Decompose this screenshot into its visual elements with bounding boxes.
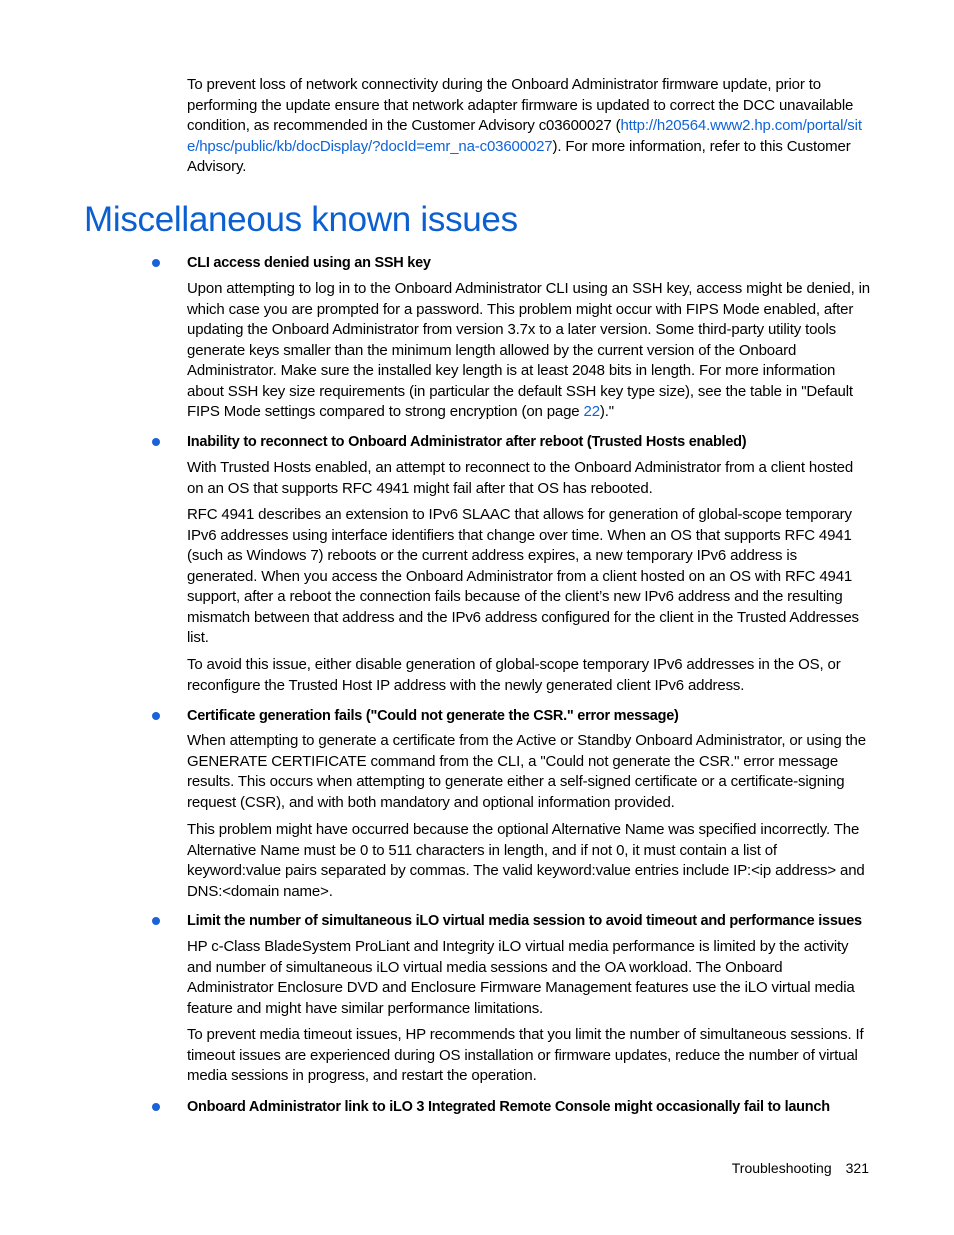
intro-text-end: ). For more information, refer to this Customer Advisory. bbox=[187, 137, 851, 175]
issue-paragraph: HP c-Class BladeSystem ProLiant and Integrity iLO virtual media performance is limited by the activity and number of simultaneous iLO virtual media sessions and the OA workload. The Onboard Administrator Enclosure DVD and Enclosure Firmware Management features use the iLO virtual media feature and might have similar performance limitations. bbox=[187, 938, 855, 1017]
issue-title: Onboard Administrator link to iLO 3 Integrated Remote Console might occasionally fail to launch bbox=[187, 1099, 830, 1115]
bullet-icon bbox=[152, 259, 160, 267]
customer-advisory-link[interactable]: http://h20564.www2.hp.com/portal/site/hpsc/public/kb/docDisplay/?docId=emr_na-c03600027 bbox=[187, 117, 862, 155]
issue-paragraph: When attempting to generate a certificate from the Active or Standby Onboard Administrator, or using the GENERATE CERTIFICATE command from the CLI, a "Could not generate the CSR." error message results. This occurs when attempting to generate either a self-signed certificate or a certificate-signing request (CSR), and with both mandatory and optional information provided. bbox=[187, 732, 866, 811]
bullet-icon bbox=[152, 438, 160, 446]
bullet-icon bbox=[152, 917, 160, 925]
issue-paragraph bbox=[187, 279, 871, 423]
issue-title: CLI access denied using an SSH key bbox=[187, 255, 431, 271]
section-heading: Miscellaneous known issues bbox=[84, 200, 518, 239]
bullet-icon bbox=[152, 712, 160, 720]
issue-title: Certificate generation fails ("Could not generate the CSR." error message) bbox=[187, 708, 679, 724]
issue-paragraph: RFC 4941 describes an extension to IPv6 SLAAC that allows for generation of global-scope temporary IPv6 addresses using interface identifiers that change over time. When an OS that supports RFC 4941 (such as Windows 7) reboots or the current address expires, a new temporary IPv6 address is generated. When you access the Onboard Administrator from a client hosted on an OS with RFC 4941 support, after a reboot the connection fails because of the client’s new IPv6 address and the resulting mismatch between that address and the IPv6 address configured for the client in the Trusted Addresses list. bbox=[187, 506, 859, 646]
issue-text-end: )." bbox=[599, 403, 614, 420]
issue-paragraph: With Trusted Hosts enabled, an attempt to reconnect to the Onboard Administrator from a client hosted on an OS that supports RFC 4941 might fail after that OS has rebooted. bbox=[187, 459, 854, 497]
footer-section: Troubleshooting bbox=[731, 1160, 832, 1176]
intro-text: To prevent loss of network connectivity during the Onboard Administrator firmware update, prior to performing the update ensure that network adapter firmware is updated to correct the DCC unavailable condition, as recommended in the Customer Advisory c03600027 ( bbox=[187, 76, 854, 134]
issue-title: Inability to reconnect to Onboard Administrator after reboot (Trusted Hosts enabled) bbox=[187, 434, 747, 450]
issue-paragraph: To avoid this issue, either disable generation of global-scope temporary IPv6 addresses in the OS, or reconfigure the Trusted Host IP address with the newly generated client IPv6 address. bbox=[187, 656, 841, 694]
intro-paragraph bbox=[187, 75, 871, 178]
issue-paragraph: This problem might have occurred because the optional Alternative Name was specified incorrectly. The Alternative Name must be 0 to 511 characters in length, and if not 0, it must contain a list of keyword:value pairs separated by commas. The valid keyword:value entries include IP:<ip address> and DNS:<domain name>. bbox=[187, 821, 865, 900]
issue-paragraph: To prevent media timeout issues, HP recommends that you limit the number of simultaneous sessions. If timeout issues are experienced during OS installation or firmware updates, reduce the number of virtual media sessions in progress, and restart the operation. bbox=[187, 1026, 864, 1084]
page-number: 321 bbox=[845, 1160, 869, 1176]
issue-title: Limit the number of simultaneous iLO virtual media session to avoid timeout and performance issues bbox=[187, 913, 862, 929]
issue-text: Upon attempting to log in to the Onboard Administrator CLI using an SSH key, access might be denied, in which case you are prompted for a password. This problem might occur with FIPS Mode enabled, after updating the Onboard Administrator from version 3.7x to a later version. Some third-party utility tools generate keys smaller than the minimum length allowed by the current version of the Onboard Administrator. Make sure the installed key length is at least 2048 bits in length. For more information about SSH key size requirements (in particular the default SSH key type size), see the table in "Default FIPS Mode settings compared to strong encryption (on page bbox=[187, 280, 870, 420]
page-footer bbox=[600, 1158, 869, 1178]
bullet-icon bbox=[152, 1103, 160, 1111]
page-reference-link[interactable]: 22 bbox=[583, 403, 600, 420]
